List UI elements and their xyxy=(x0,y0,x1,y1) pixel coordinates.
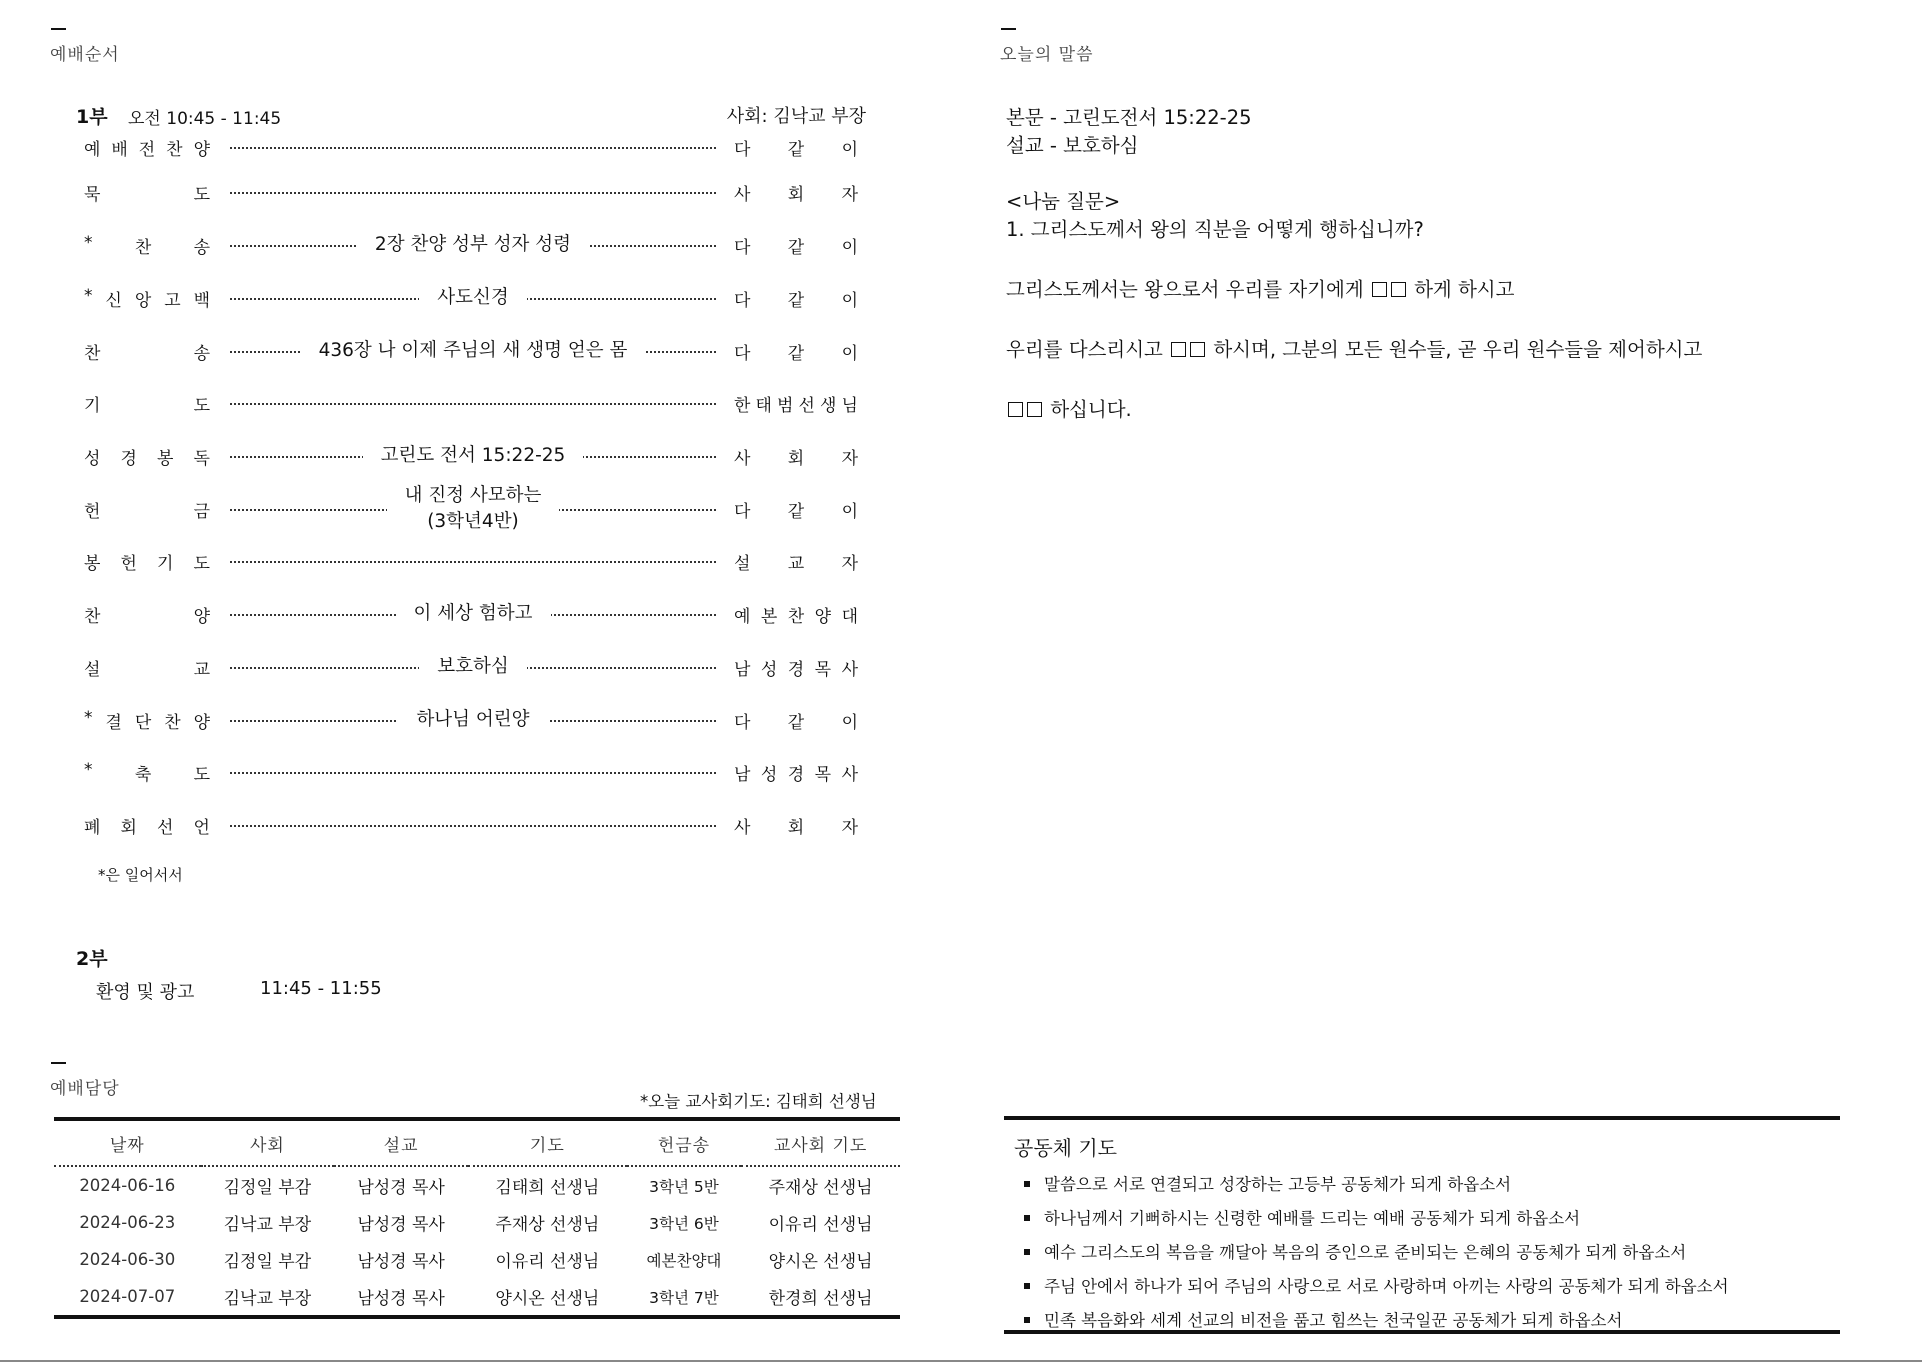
answer-line-2 xyxy=(1006,334,1702,362)
teacher-prayer-note: *오늘 교사회기도: 김태희 선생님 xyxy=(640,1092,877,1111)
table-cell: 남성경 목사 xyxy=(334,1278,468,1317)
bullet-icon xyxy=(1024,1283,1030,1289)
part2-item: 환영 및 광고 xyxy=(96,982,195,1003)
order-item-label: 폐 회 선 언 xyxy=(84,817,210,838)
order-item-content xyxy=(230,277,716,319)
part1-label: 1부 xyxy=(76,106,108,128)
table-cell: 양시온 선생님 xyxy=(768,1252,873,1272)
answer-2a: 우리를 다스리시고 xyxy=(1006,338,1163,361)
table-cell: 2024-06-23 xyxy=(79,1213,176,1232)
order-item-content xyxy=(230,699,716,741)
order-item-content xyxy=(230,330,716,372)
section-dash xyxy=(51,28,66,30)
order-row xyxy=(84,540,864,582)
column-header: 헌금송 xyxy=(627,1119,741,1166)
order-section-title: 예배순서 xyxy=(50,45,120,65)
sermon-title: 설교 - 보호하심 xyxy=(1006,134,1139,157)
part1-time: 오전 10:45 - 11:45 xyxy=(128,109,282,129)
order-item-label: 설 교 xyxy=(84,659,210,680)
table-cell: 이유리 선생님 xyxy=(495,1252,600,1272)
table-cell: 남성경 목사 xyxy=(357,1215,445,1235)
part1-host: 사회: 김낙교 부장 xyxy=(726,106,866,127)
table-cell: 3학년 6반 xyxy=(649,1214,719,1233)
answer-line-1 xyxy=(1006,274,1514,302)
table-cell: 2024-07-07 xyxy=(54,1278,201,1317)
table-row xyxy=(54,1278,900,1317)
table-row xyxy=(54,1204,900,1241)
order-item-label: 찬 송 xyxy=(84,343,210,364)
bullet-icon xyxy=(1024,1317,1030,1323)
prayer-item-text: 말씀으로 서로 연결되고 성장하는 고등부 공동체가 되게 하옵소서 xyxy=(1044,1175,1512,1194)
order-item-content xyxy=(230,435,716,477)
standing-note: *은 일어서서 xyxy=(98,866,183,884)
order-item-leader: 남 성 경 목 사 xyxy=(734,659,858,680)
column-header: 날짜 xyxy=(54,1119,201,1166)
order-item-label: 기 도 xyxy=(84,395,210,416)
bullet-icon xyxy=(1024,1181,1030,1187)
answer-3: 하십니다. xyxy=(1050,398,1132,421)
order-row xyxy=(84,751,864,793)
community-prayer xyxy=(1004,1116,1840,1334)
order-item-leader: 다 같 이 xyxy=(734,290,858,311)
table-cell: 남성경 목사 xyxy=(357,1178,445,1198)
prayer-item xyxy=(1018,1304,1729,1338)
column-header: 설교 xyxy=(334,1119,468,1166)
table-cell: 김태희 선생님 xyxy=(495,1178,600,1198)
part2-time: 11:45 - 11:55 xyxy=(260,978,382,999)
order-item-leader: 예 본 찬 양 대 xyxy=(734,606,858,627)
word-section-title: 오늘의 말씀 xyxy=(1000,45,1094,65)
table-row xyxy=(54,1241,900,1278)
staff-table-header xyxy=(54,1119,900,1166)
order-item-label: * 축 도 xyxy=(84,759,210,785)
table-cell: 김낙교 부장 xyxy=(223,1215,312,1235)
bullet-icon xyxy=(1024,1249,1030,1255)
table-cell: 예본찬양대 xyxy=(646,1251,722,1270)
prayer-item xyxy=(1018,1168,1729,1202)
order-item-label: 봉 헌 기 도 xyxy=(84,553,210,574)
scripture-text: 본문 - 고린도전서 15:22-25 xyxy=(1006,106,1252,129)
blank-box xyxy=(1008,402,1023,417)
table-cell: 이유리 선생님 xyxy=(768,1215,873,1235)
prayer-item-text: 하나님께서 기뻐하시는 신령한 예배를 드리는 예배 공동체가 되게 하옵소서 xyxy=(1044,1209,1581,1228)
prayer-item xyxy=(1018,1270,1729,1304)
bullet-icon xyxy=(1024,1215,1030,1221)
table-cell: 3학년 7반 xyxy=(627,1278,741,1317)
order-item-label: 묵 도 xyxy=(84,184,210,205)
prayer-item xyxy=(1018,1236,1729,1270)
order-item-label: * 결 단 찬 양 xyxy=(84,707,210,733)
order-item-label: * 찬 송 xyxy=(84,232,210,258)
order-item-label: * 신 앙 고 백 xyxy=(84,285,210,311)
order-item-leader: 사 회 자 xyxy=(734,448,858,469)
blank-box xyxy=(1027,402,1042,417)
order-item-content-text: 보호하심 xyxy=(419,654,526,680)
order-item-leader: 한 태 범 선 생 님 xyxy=(734,395,858,416)
order-item-content xyxy=(230,224,716,266)
order-item-leader: 남 성 경 목 사 xyxy=(734,764,858,785)
order-row xyxy=(84,330,864,372)
order-row xyxy=(84,277,864,319)
dotted-leader xyxy=(230,403,716,405)
order-item-content-text: 하나님 어린양 xyxy=(398,707,547,733)
table-cell: 남성경 목사 xyxy=(357,1252,445,1272)
table-cell: 김정일 부감 xyxy=(223,1178,312,1198)
order-item-content-text: 고린도 전서 15:22-25 xyxy=(363,443,584,469)
answer-1a: 그리스도께서는 왕으로서 우리를 자기에게 xyxy=(1006,278,1364,301)
order-item-leader: 다 같 이 xyxy=(734,501,858,522)
column-header: 기도 xyxy=(468,1119,627,1166)
order-item-leader: 다 같 이 xyxy=(734,237,858,258)
order-item-content xyxy=(230,485,716,532)
order-row xyxy=(84,382,864,424)
section-dash xyxy=(1001,28,1016,30)
order-row xyxy=(84,224,864,266)
dotted-leader xyxy=(230,192,716,194)
column-header: 교사회 기도 xyxy=(741,1119,900,1166)
blank-box xyxy=(1190,342,1205,357)
bottom-rule xyxy=(0,1360,1922,1362)
table-cell: 김낙교 부장 xyxy=(201,1278,335,1317)
table-cell: 김정일 부감 xyxy=(223,1252,312,1272)
prayer-title: 공동체 기도 xyxy=(1014,1136,1117,1160)
order-item-content-text: 436장 나 이제 주님의 새 생명 얻은 몸 xyxy=(301,338,646,364)
order-item-label: 예 배 전 찬 양 xyxy=(84,139,210,160)
section-dash xyxy=(51,1062,66,1064)
staff-section-title: 예배담당 xyxy=(50,1079,120,1099)
answer-1b: 하게 하시고 xyxy=(1414,278,1515,301)
prayer-item-text: 주님 안에서 하나가 되어 주님의 사랑으로 서로 사랑하며 아끼는 사랑의 공동체가 되게 하옵소서 xyxy=(1044,1277,1729,1296)
order-item-label: 헌 금 xyxy=(84,501,210,522)
sharing-heading: <나눔 질문> xyxy=(1006,190,1121,213)
table-cell: 양시온 선생님 xyxy=(468,1278,627,1317)
dotted-leader xyxy=(230,825,716,827)
order-item-leader: 다 같 이 xyxy=(734,343,858,364)
prayer-item-text: 민족 복음화와 세계 선교의 비전을 품고 힘쓰는 천국일꾼 공동체가 되게 하옵소서 xyxy=(1044,1311,1623,1330)
table-cell: 한경희 선생님 xyxy=(741,1278,900,1317)
order-row xyxy=(84,804,864,846)
prayer-item xyxy=(1018,1202,1729,1236)
order-item-content-text: 사도신경 xyxy=(419,285,526,311)
table-row xyxy=(54,1166,900,1204)
sharing-question: 1. 그리스도께서 왕의 직분을 어떻게 행하십니까? xyxy=(1006,218,1424,241)
table-cell: 2024-06-16 xyxy=(79,1176,176,1195)
order-item-content xyxy=(230,646,716,688)
order-item-content-text: 2장 찬양 성부 성자 성령 xyxy=(357,232,589,258)
order-item-content-text: 내 진정 사모하는 (3학년4반) xyxy=(387,483,560,535)
order-item-leader: 다 같 이 xyxy=(734,712,858,733)
blank-box xyxy=(1372,282,1387,297)
table-cell: 주재상 선생님 xyxy=(768,1178,873,1198)
order-item-label: 성 경 봉 독 xyxy=(84,448,210,469)
blank-box xyxy=(1391,282,1406,297)
order-item-leader: 사 회 자 xyxy=(734,184,858,205)
answer-line-3 xyxy=(1006,394,1132,422)
order-row xyxy=(84,699,864,741)
prayer-list xyxy=(1018,1168,1729,1338)
order-item-label: 찬 양 xyxy=(84,606,210,627)
dotted-leader xyxy=(230,772,716,774)
order-row xyxy=(84,593,864,635)
order-item-leader: 설 교 자 xyxy=(734,553,858,574)
table-cell: 주재상 선생님 xyxy=(495,1215,600,1235)
table-cell: 3학년 5반 xyxy=(649,1177,719,1196)
blank-box xyxy=(1171,342,1186,357)
order-item-content xyxy=(230,593,716,635)
order-row xyxy=(84,435,864,477)
order-row xyxy=(84,485,864,532)
order-item-leader: 다 같 이 xyxy=(734,139,858,160)
column-header: 사회 xyxy=(201,1119,335,1166)
dotted-leader xyxy=(230,561,716,563)
order-row xyxy=(84,171,864,213)
table-cell: 2024-06-30 xyxy=(79,1250,176,1269)
dotted-leader xyxy=(230,147,716,149)
part2-label: 2부 xyxy=(76,948,108,970)
staff-table xyxy=(54,1117,900,1319)
order-row xyxy=(84,646,864,688)
order-item-content-text: 이 세상 험하고 xyxy=(396,601,551,627)
order-item-leader: 사 회 자 xyxy=(734,817,858,838)
prayer-item-text: 예수 그리스도의 복음을 깨달아 복음의 증인으로 준비되는 은혜의 공동체가 되게 하옵소서 xyxy=(1044,1243,1687,1262)
order-row xyxy=(84,126,864,168)
answer-2b: 하시며, 그분의 모든 원수들, 곧 우리 원수들을 제어하시고 xyxy=(1213,338,1703,361)
